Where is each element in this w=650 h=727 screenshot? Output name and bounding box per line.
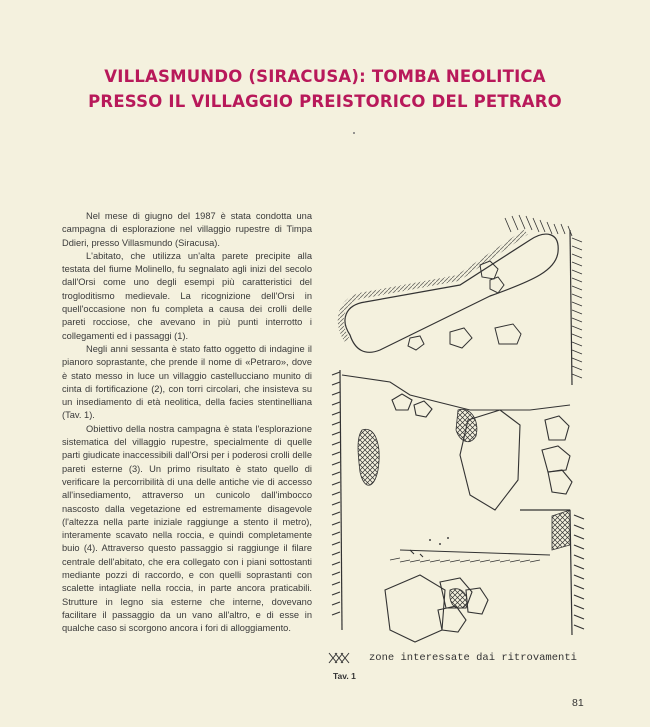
middle-ledge <box>342 375 570 417</box>
upper-terrace <box>341 232 558 352</box>
scatter-dots <box>429 537 449 545</box>
find-zones <box>358 409 570 608</box>
figure-caption: Tav. 1 <box>333 671 356 681</box>
hatched-zone-icon <box>327 651 353 665</box>
paragraph: Obiettivo della nostra campagna è stata l'esplorazione sistematica del villaggio rupestre, specialmente di quelle parti giudicate inaccessibili dall'Orsi per i poderosi crolli delle pareti esterne (3). Un primo risultato è stato quello di verificare la percorribilità di una delle antiche vie di accesso all'insediamento, attraverso un cunicolo dall'imbocco nascosto dalla vegetazione ed estremamente disagevole (l'altezza nella parte iniziale raggiunge a stento il metro), interamente scavato nella roccia, e quindi completamente buio (4). Attraverso questo passaggio si raggiunge il filare centrale dell'abitato, che era collegato con i piani sottostanti mediante pozzi di raccordo, e con quelli soprastanti con scalette intagliate nella roccia, in parte ancora praticabili. Strutture in legno sia esterne che interne, dovevano facilitare il passaggio da un vano all'altro, e di esse in qualche caso si scorgono ancora i fori di alloggiamento. <box>62 423 312 634</box>
print-speck <box>353 132 355 134</box>
left-boundary <box>332 370 342 630</box>
paragraph: L'abitato, che utilizza un'alta parete precipite alla testata del fiume Molinello, fu segnalato agli inizi del secolo dall'Orsi come uno degli esempi più caratteristici del trogloditismo medievale. La ricognizione dell'Orsi in quell'occasione non fu completa a causa dei crolli delle pareti rocciose, che avevano in più punti interrotto i collegamenti ed i passaggi (1). <box>62 250 312 341</box>
legend-label: zone interessate dai ritrovamenti <box>369 652 577 664</box>
page-number: 81 <box>572 697 584 709</box>
bottom-boulders <box>385 550 488 642</box>
figure-legend <box>327 648 607 668</box>
site-plan-drawing <box>320 210 600 650</box>
article-title <box>40 64 610 114</box>
paragraph: Negli anni sessanta è stato fatto oggetto di indagine il pianoro soprastante, che prende il nome di «Petraro», dove è stato messo in luce un villaggio castellucciano munito di cinta di fortificazione (2), con torri circolari, che insisteva su un insediamento di età neolitica, della facies stentinelliana (Tav. 1). <box>62 343 312 421</box>
title-line-1: VILLASMUNDO (SIRACUSA): TOMBA NEOLITICA <box>104 67 546 86</box>
paragraph: Nel mese di giugno del 1987 è stata condotta una campagna di esplorazione nel villaggio rupestre di Timpa Ddieri, presso Villasmundo (Siracusa). <box>62 211 312 248</box>
title-line-2: PRESSO IL VILLAGGIO PREISTORICO DEL PETRARO <box>88 92 562 111</box>
body-text-column <box>62 210 312 636</box>
lower-ledge <box>390 550 550 562</box>
